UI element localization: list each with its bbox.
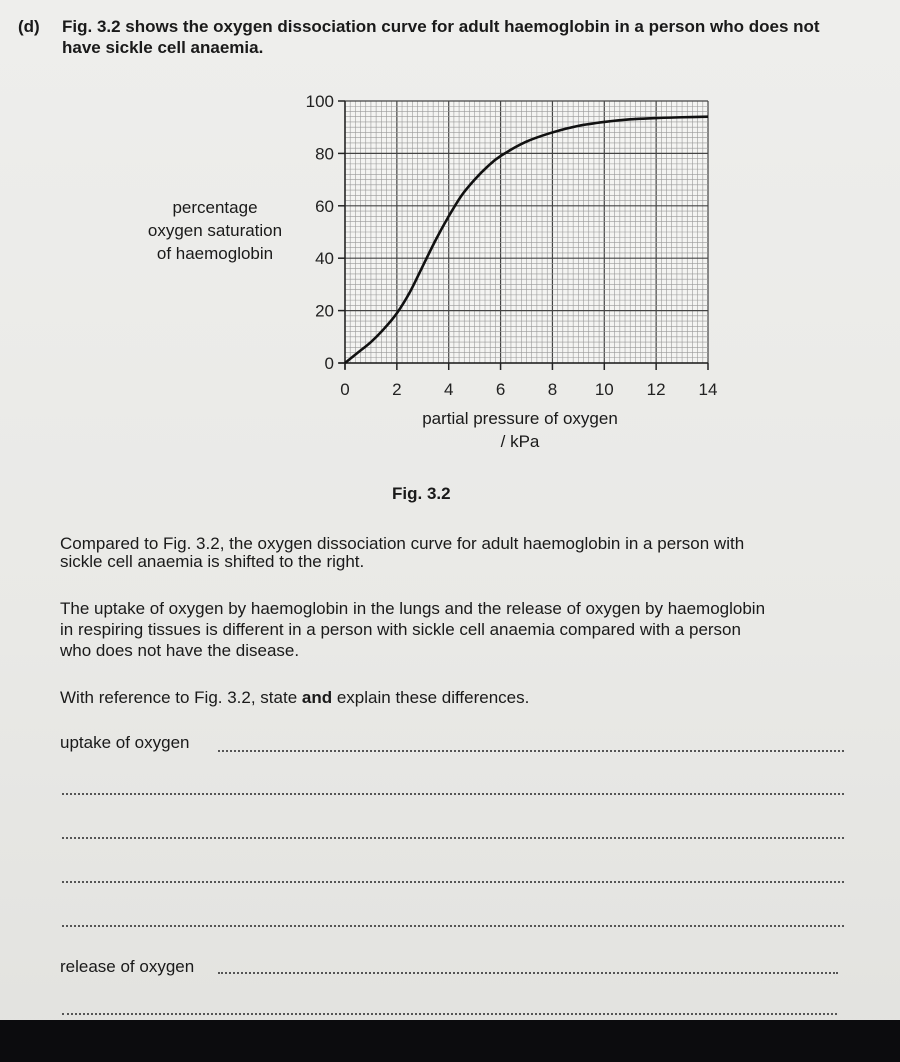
y-tick-label: 60 [315,196,334,216]
x-tick-label: 14 [698,380,718,399]
instruction [60,688,529,707]
answer-line[interactable] [62,793,844,795]
para1-line1: Compared to Fig. 3.2, the oxygen dissociation curve for adult haemoglobin in a person with [60,534,745,553]
intro-line-1: Fig. 3.2 shows the oxygen dissociation curve for adult haemoglobin in a person who does not [62,17,820,36]
answer2-label: release of oxygen [60,957,195,976]
instruction-bold: and [301,688,333,707]
x-tick-label: 10 [594,380,614,399]
y-tick-label: 0 [324,354,334,373]
y-label-line: of haemoglobin [156,244,274,263]
y-tick-label: 80 [315,144,334,164]
y-tick-label: 40 [315,249,334,269]
y-tick-label: 100 [305,92,334,111]
figure-caption: Fig. 3.2 [392,484,451,503]
y-label-line: oxygen saturation [147,221,283,240]
answer-line[interactable] [218,972,838,974]
answer-line[interactable] [62,837,844,839]
para1-line2: sickle cell anaemia is shifted to the right. [60,552,365,571]
screen-bezel [0,1020,900,1062]
x-axis-label-line1: partial pressure of oxygen [422,409,618,428]
part-label: (d) [18,17,40,36]
instruction-text: With reference to Fig. 3.2, state [60,688,302,707]
x-axis-label-line2: / kPa [500,432,540,451]
x-tick-label: 0 [340,380,350,399]
answer-line[interactable] [62,881,844,883]
x-tick-label: 6 [495,380,506,399]
answer-line[interactable] [62,1013,837,1015]
para2-line3: who does not have the disease. [60,641,300,660]
para2-line2: in respiring tissues is different in a person with sickle cell anaemia compared with a person [60,620,741,639]
x-tick-label: 4 [443,380,454,399]
x-tick-label: 8 [547,380,558,399]
answer1-label: uptake of oxygen [60,733,190,752]
answer-line[interactable] [62,925,844,927]
x-tick-label: 2 [392,380,402,399]
para2-line1: The uptake of oxygen by haemoglobin in the lungs and the release of oxygen by haemoglobin [60,599,766,618]
oxygen-dissociation-chart [290,85,730,415]
y-label-line: percentage [172,198,258,217]
y-tick-label: 20 [315,301,334,321]
x-tick-label: 12 [646,380,666,399]
intro-line-2: have sickle cell anaemia. [62,38,264,57]
answer-line[interactable] [218,750,844,752]
y-axis-label [130,196,300,265]
instruction-text: explain these differences. [332,688,530,707]
